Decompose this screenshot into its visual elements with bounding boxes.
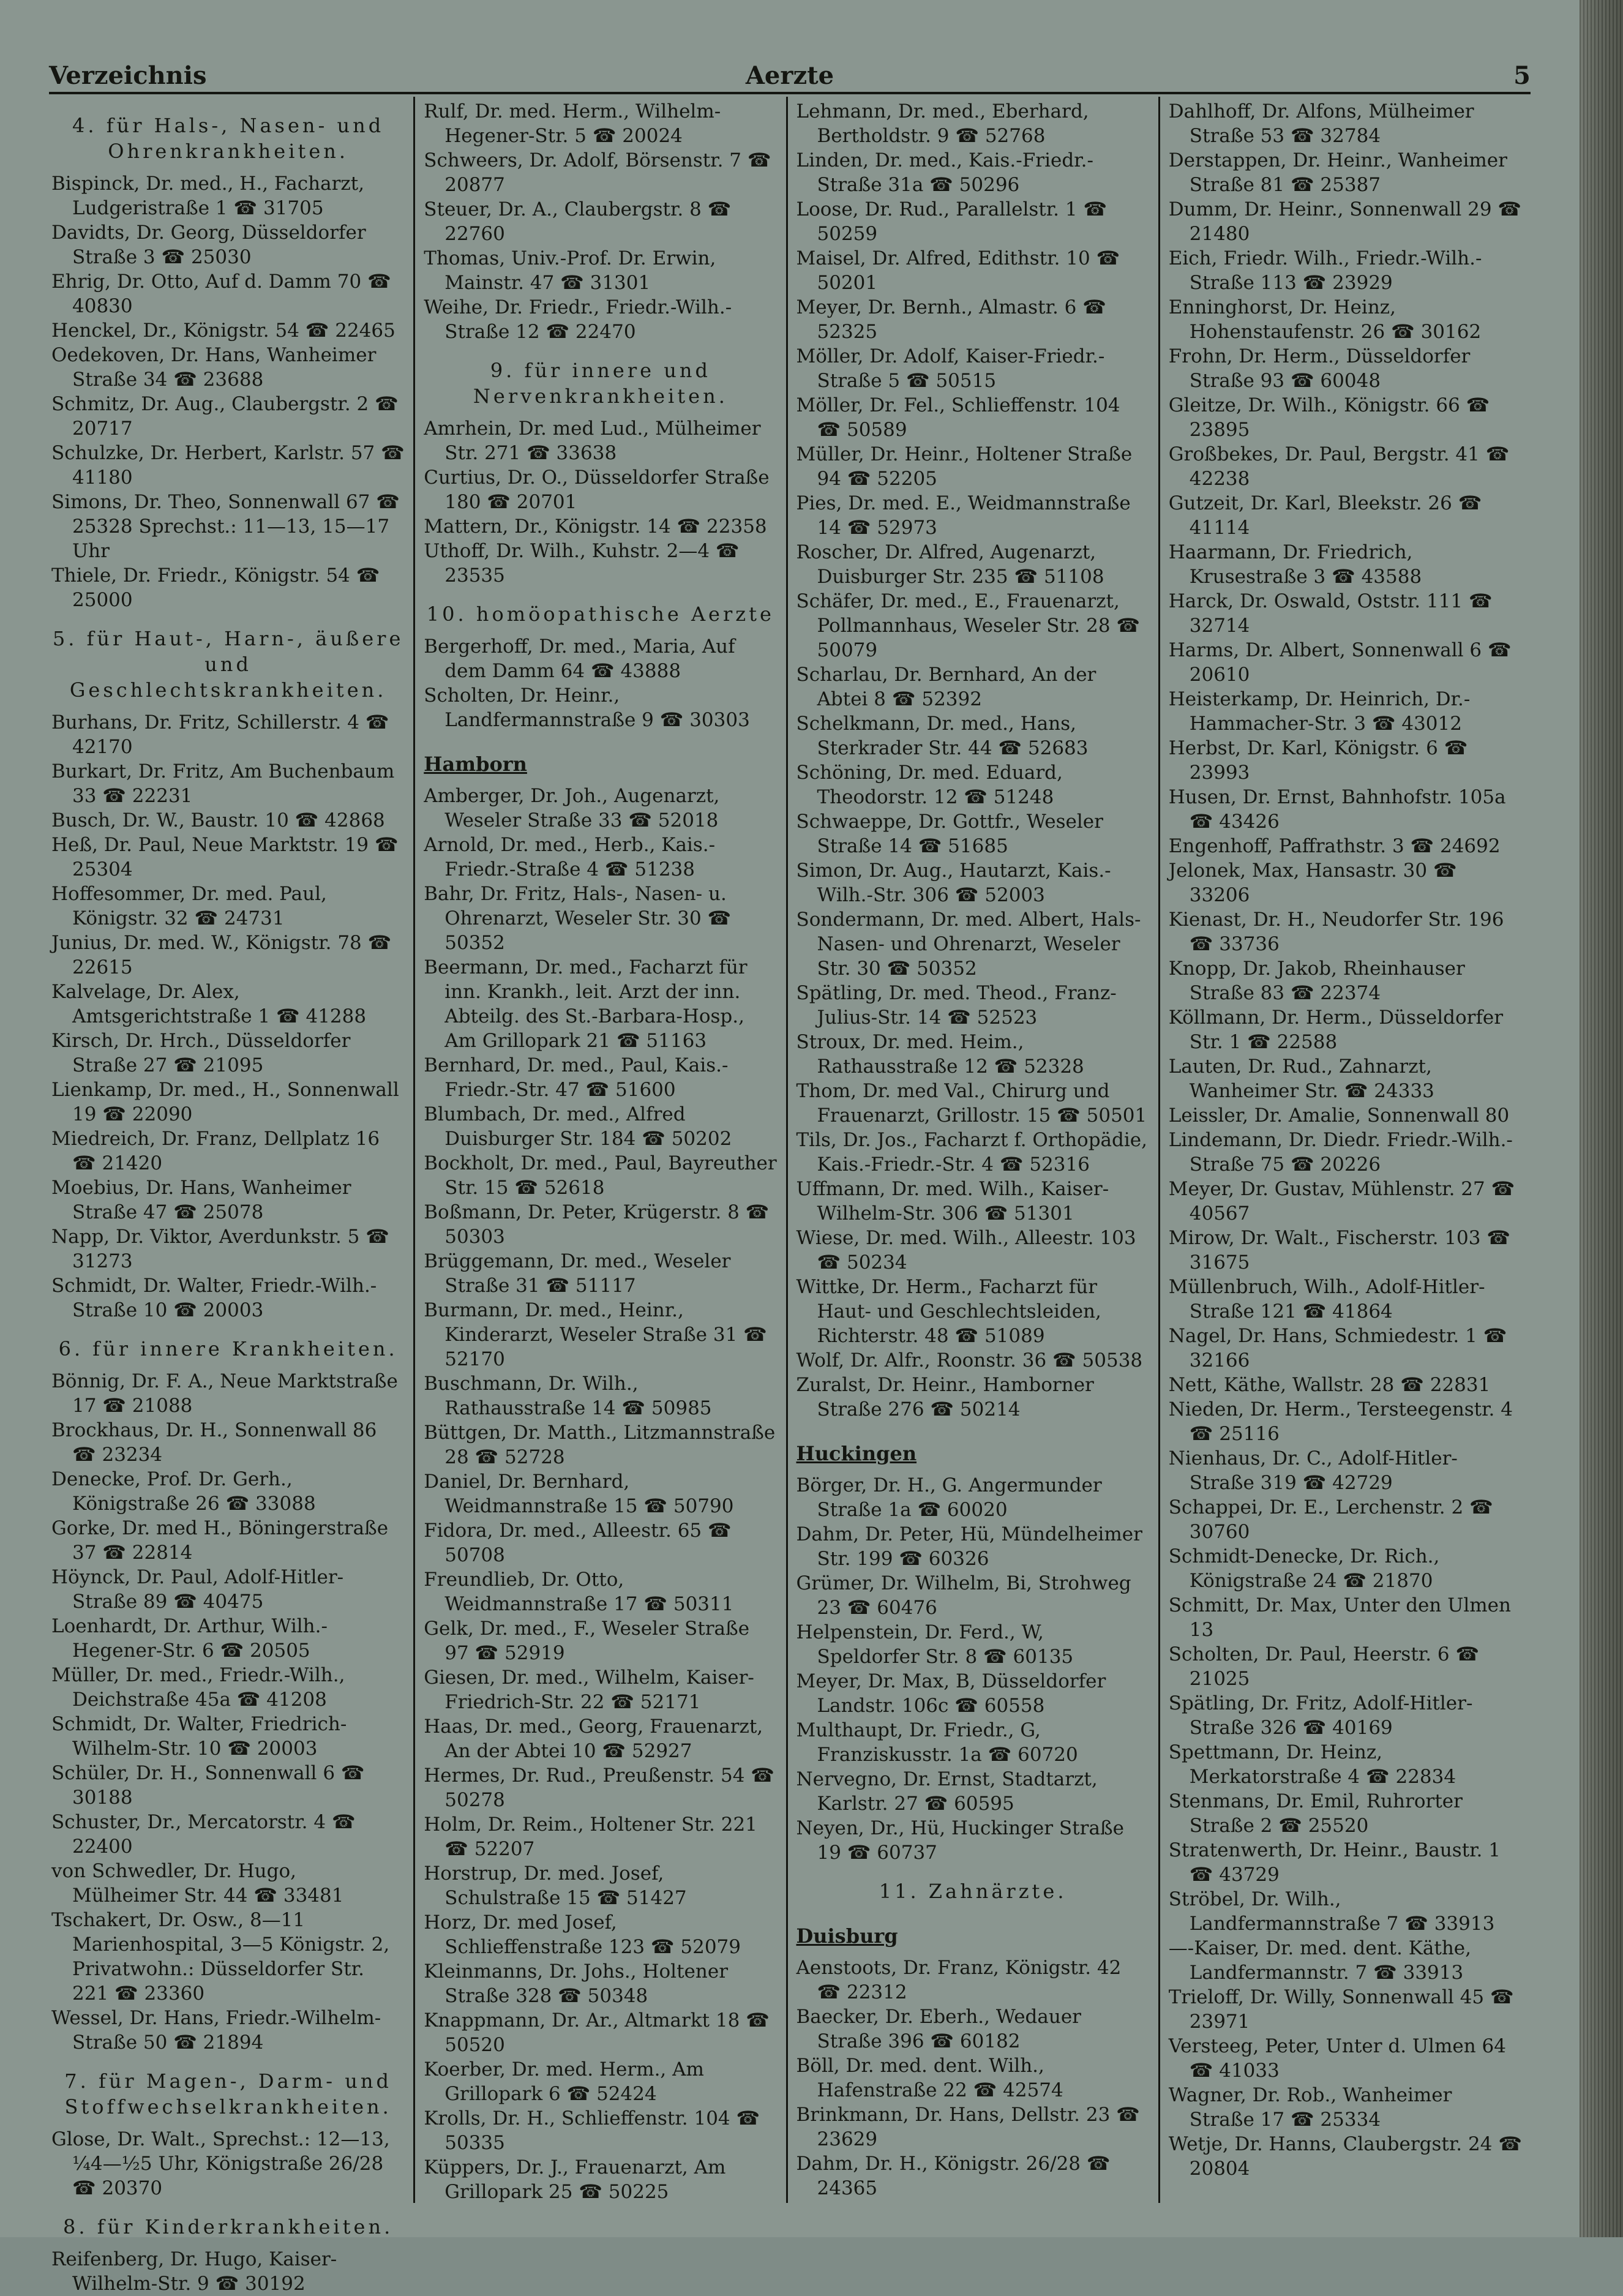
directory-entry: Aenstoots, Dr. Franz, Königstr. 42 ☎ 22312 xyxy=(796,1957,1122,2003)
directory-entry: Schmitz, Dr. Aug., Claubergstr. 2 ☎ 20717 xyxy=(51,393,399,440)
directory-entry: Brüggemann, Dr. med., Weseler Straße 31 ☎ 51117 xyxy=(424,1250,731,1297)
directory-entry: Wolf, Dr. Alfr., Roonstr. 36 ☎ 50538 xyxy=(796,1349,1143,1371)
directory-entry: Nienhaus, Dr. C., Adolf-Hitler-Straße 319 ☎ 42729 xyxy=(1168,1447,1458,1494)
directory-entry: Reifenberg, Dr. Hugo, Kaiser-Wilhelm-Str. 9 ☎ 30192 xyxy=(51,2248,337,2295)
column-3 xyxy=(786,97,1158,2203)
directory-entry: Börger, Dr. H., G. Angermunder Straße 1a ☎ 60020 xyxy=(796,1474,1102,1521)
directory-entry: Simons, Dr. Theo, Sonnenwall 67 ☎ 25328 Sprechst.: 11—13, 15—17 Uhr xyxy=(51,491,400,562)
directory-entry: Schmidt-Denecke, Dr. Rich., Königstraße 24 ☎ 21870 xyxy=(1168,1545,1440,1592)
directory-entry: Meyer, Dr. Bernh., Almastr. 6 ☎ 52325 xyxy=(796,296,1106,343)
directory-entry: Meyer, Dr. Max, B, Düsseldorfer Landstr. 106c ☎ 60558 xyxy=(796,1670,1106,1717)
directory-entry: Tschakert, Dr. Osw., 8—11 Marienhospital, 3—5 Königstr. 2, Privatwohn.: Düsseldorfer Str. 221 ☎ 23360 xyxy=(51,1909,390,2005)
directory-entry: Mirow, Dr. Walt., Fischerstr. 103 ☎ 31675 xyxy=(1168,1227,1510,1274)
directory-entry: Trieloff, Dr. Willy, Sonnenwall 45 ☎ 23971 xyxy=(1168,1986,1514,2033)
directory-entry: Schmidt, Dr. Walter, Friedrich-Wilhelm-Str. 10 ☎ 20003 xyxy=(51,1713,347,1760)
directory-entry: Thom, Dr. med Val., Chirurg und Frauenarzt, Grillostr. 15 ☎ 50501 xyxy=(796,1080,1147,1127)
directory-entry: Moebius, Dr. Hans, Wanheimer Straße 47 ☎ 25078 xyxy=(51,1177,351,1223)
directory-entry: Denecke, Prof. Dr. Gerh., Königstraße 26 ☎ 33088 xyxy=(51,1468,316,1515)
directory-entry: Burhans, Dr. Fritz, Schillerstr. 4 ☎ 42170 xyxy=(51,711,389,758)
directory-entry: Rulf, Dr. med. Herm., Wilhelm-Hegener-Str. 5 ☎ 20024 xyxy=(424,100,721,147)
directory-entry: Miedreich, Dr. Franz, Dellplatz 16 ☎ 21420 xyxy=(51,1128,380,1174)
directory-entry: Großbekes, Dr. Paul, Bergstr. 41 ☎ 42238 xyxy=(1168,443,1510,490)
directory-entry: Derstappen, Dr. Heinr., Wanheimer Straße 81 ☎ 25387 xyxy=(1168,149,1507,196)
directory-entry: Schulzke, Dr. Herbert, Karlstr. 57 ☎ 41180 xyxy=(51,442,405,489)
directory-columns xyxy=(49,97,1531,2295)
page-number: 5 xyxy=(1513,61,1531,90)
section-heading: 7. für Magen-, Darm- und Stoffwechselkrankheiten. xyxy=(64,2069,392,2118)
directory-entry: Spätling, Dr. med. Theod., Franz-Julius-Str. 14 ☎ 52523 xyxy=(796,982,1117,1029)
directory-entry: Hoffesommer, Dr. med. Paul, Königstr. 32 ☎ 24731 xyxy=(51,883,327,929)
directory-entry: Arnold, Dr. med., Herb., Kais.-Friedr.-Straße 4 ☎ 51238 xyxy=(424,834,716,880)
section-heading: 11. Zahnärzte. xyxy=(879,1880,1067,1903)
directory-entry: Burmann, Dr. med., Heinr., Kinderarzt, Weseler Straße 31 ☎ 52170 xyxy=(424,1299,767,1370)
directory-entry: Linden, Dr. med., Kais.-Friedr.-Straße 31a ☎ 50296 xyxy=(796,149,1093,196)
directory-entry: Pies, Dr. med. E., Weidmannstraße 14 ☎ 52973 xyxy=(796,492,1131,539)
directory-entry: Loenhardt, Dr. Arthur, Wilh.-Hegener-Str. 6 ☎ 20505 xyxy=(51,1615,328,1662)
directory-entry: Steuer, Dr. A., Claubergstr. 8 ☎ 22760 xyxy=(424,198,732,245)
directory-entry: Thiele, Dr. Friedr., Königstr. 54 ☎ 25000 xyxy=(51,565,380,611)
directory-entry: Mattern, Dr., Königstr. 14 ☎ 22358 xyxy=(424,516,767,538)
directory-entry: Junius, Dr. med. W., Königstr. 78 ☎ 22615 xyxy=(51,932,392,978)
section-heading: 10. homöopathische Aerzte xyxy=(426,602,774,626)
directory-entry: Loose, Dr. Rud., Parallelstr. 1 ☎ 50259 xyxy=(796,198,1108,245)
directory-entry: Stenmans, Dr. Emil, Ruhrorter Straße 2 ☎ 25520 xyxy=(1168,1790,1463,1837)
directory-entry: Burkart, Dr. Fritz, Am Buchenbaum 33 ☎ 22231 xyxy=(51,760,395,807)
directory-entry: Müller, Dr. Heinr., Holtener Straße 94 ☎ 52205 xyxy=(796,443,1133,490)
directory-entry: Haarmann, Dr. Friedrich, Krusestraße 3 ☎ 43588 xyxy=(1168,541,1422,588)
directory-entry: Horstrup, Dr. med. Josef, Schulstraße 15 ☎ 51427 xyxy=(424,1863,687,1909)
directory-entry: Uthoff, Dr. Wilh., Kuhstr. 2—4 ☎ 23535 xyxy=(424,540,740,587)
directory-entry: Krolls, Dr. H., Schlieffenstr. 104 ☎ 50335 xyxy=(424,2107,760,2154)
directory-entry: Höynck, Dr. Paul, Adolf-Hitler-Straße 89 ☎ 40475 xyxy=(51,1566,344,1613)
directory-entry: Sondermann, Dr. med. Albert, Hals- Nasen- und Ohrenarzt, Weseler Str. 30 ☎ 50352 xyxy=(796,909,1141,980)
directory-entry: Scharlau, Dr. Bernhard, An der Abtei 8 ☎ 52392 xyxy=(796,664,1096,710)
directory-entry: Giesen, Dr. med., Wilhelm, Kaiser-Friedrich-Str. 22 ☎ 52171 xyxy=(424,1667,754,1713)
column-2 xyxy=(413,97,785,2203)
directory-entry: Kirsch, Dr. Hrch., Düsseldorfer Straße 27 ☎ 21095 xyxy=(51,1030,351,1076)
directory-entry: Henckel, Dr., Königstr. 54 ☎ 22465 xyxy=(51,320,395,342)
directory-entry: Davidts, Dr. Georg, Düsseldorfer Straße 3 ☎ 25030 xyxy=(51,222,366,268)
directory-entry: Lindemann, Dr. Diedr. Friedr.-Wilh.-Straße 75 ☎ 20226 xyxy=(1168,1129,1513,1176)
directory-entry: Schweers, Dr. Adolf, Börsenstr. 7 ☎ 20877 xyxy=(424,149,771,196)
directory-entry: Gelk, Dr. med., F., Weseler Straße 97 ☎ 52919 xyxy=(424,1618,750,1664)
directory-entry: Gorke, Dr. med H., Böningerstraße 37 ☎ 22814 xyxy=(51,1517,389,1564)
directory-entry: Busch, Dr. W., Baustr. 10 ☎ 42868 xyxy=(51,809,385,831)
directory-entry: Knopp, Dr. Jakob, Rheinhauser Straße 83 ☎ 22374 xyxy=(1168,958,1465,1004)
directory-entry: Koerber, Dr. med. Herm., Am Grillopark 6 ☎ 52424 xyxy=(424,2058,704,2105)
directory-entry: Kienast, Dr. H., Neudorfer Str. 196 ☎ 33736 xyxy=(1168,909,1504,955)
directory-entry: Spätling, Dr. Fritz, Adolf-Hitler-Straße 326 ☎ 40169 xyxy=(1168,1692,1473,1739)
directory-entry: Dahlhoff, Dr. Alfons, Mülheimer Straße 53 ☎ 32784 xyxy=(1168,100,1474,147)
directory-entry: Brockhaus, Dr. H., Sonnenwall 86 ☎ 23234 xyxy=(51,1419,377,1466)
directory-entry: Harck, Dr. Oswald, Oststr. 111 ☎ 32714 xyxy=(1168,590,1493,637)
directory-entry: Baecker, Dr. Eberh., Wedauer Straße 396 ☎ 60182 xyxy=(796,2006,1081,2052)
directory-entry: Amrhein, Dr. med Lud., Mülheimer Str. 271 ☎ 33638 xyxy=(424,418,761,464)
directory-entry: Bernhard, Dr. med., Paul, Kais.-Friedr.-Str. 47 ☎ 51600 xyxy=(424,1054,729,1101)
directory-entry: Enninghorst, Dr. Heinz, Hohenstaufenstr. 26 ☎ 30162 xyxy=(1168,296,1482,343)
directory-entry: Dumm, Dr. Heinr., Sonnenwall 29 ☎ 21480 xyxy=(1168,198,1522,245)
directory-entry: Uffmann, Dr. med. Wilh., Kaiser-Wilhelm-Str. 306 ☎ 51301 xyxy=(796,1178,1109,1225)
directory-entry: Horz, Dr. med Josef, Schlieffenstraße 123 ☎ 52079 xyxy=(424,1911,741,1958)
directory-entry: Lienkamp, Dr. med., H., Sonnenwall 19 ☎ 22090 xyxy=(51,1079,399,1125)
directory-entry: Nett, Käthe, Wallstr. 28 ☎ 22831 xyxy=(1168,1374,1491,1396)
section-heading: 8. für Kinderkrankheiten. xyxy=(63,2215,394,2238)
directory-entry: Daniel, Dr. Bernhard, Weidmannstraße 15 ☎ 50790 xyxy=(424,1471,734,1517)
directory-entry: Harms, Dr. Albert, Sonnenwall 6 ☎ 20610 xyxy=(1168,639,1512,686)
directory-entry: Neyen, Dr., Hü, Huckinger Straße 19 ☎ 60737 xyxy=(796,1817,1124,1864)
directory-entry: Bönnig, Dr. F. A., Neue Marktstraße 17 ☎ 21088 xyxy=(51,1370,398,1417)
directory-entry: Buschmann, Dr. Wilh., Rathausstraße 14 ☎ 50985 xyxy=(424,1373,712,1419)
directory-entry: Möller, Dr. Fel., Schlieffenstr. 104 ☎ 50589 xyxy=(796,394,1120,441)
directory-entry: Böll, Dr. med. dent. Wilh., Hafenstraße 22 ☎ 42574 xyxy=(796,2055,1063,2101)
section-heading: 5. für Haut-, Harn-, äußere und Geschlechtskrankheiten. xyxy=(52,627,404,702)
directory-entry: Husen, Dr. Ernst, Bahnhofstr. 105a ☎ 43426 xyxy=(1168,786,1506,833)
city-heading: Duisburg xyxy=(796,1924,898,1948)
directory-entry: Schäfer, Dr. med., E., Frauenarzt, Pollmannhaus, Weseler Str. 28 ☎ 50079 xyxy=(796,590,1141,661)
directory-entry: Möller, Dr. Adolf, Kaiser-Friedr.-Straße 5 ☎ 50515 xyxy=(796,345,1105,392)
directory-entry: Kalvelage, Dr. Alex, Amtsgerichtstraße 1 ☎ 41288 xyxy=(51,981,367,1027)
directory-entry: Glose, Dr. Walt., Sprechst.: 12—13, ¼4—½5 Uhr, Königstraße 26/28 ☎ 20370 xyxy=(51,2128,390,2199)
directory-entry: Multhaupt, Dr. Friedr., G, Franziskusstr. 1a ☎ 60720 xyxy=(796,1719,1078,1766)
city-heading: Hamborn xyxy=(424,752,527,776)
directory-entry: Bispinck, Dr. med., H., Facharzt, Ludgeristraße 1 ☎ 31705 xyxy=(51,173,365,219)
directory-entry: Amberger, Dr. Joh., Augenarzt, Weseler Straße 33 ☎ 52018 xyxy=(424,785,720,831)
directory-entry: Wagner, Dr. Rob., Wanheimer Straße 17 ☎ 25334 xyxy=(1168,2084,1452,2131)
directory-entry: Knappmann, Dr. Ar., Altmarkt 18 ☎ 50520 xyxy=(424,2009,770,2056)
directory-entry: Leissler, Dr. Amalie, Sonnenwall 80 xyxy=(1168,1105,1510,1127)
directory-entry: Dahm, Dr. Peter, Hü, Mündelheimer Str. 199 ☎ 60326 xyxy=(796,1523,1142,1570)
directory-entry: Jelonek, Max, Hansastr. 30 ☎ 33206 xyxy=(1168,860,1457,906)
directory-entry: Nieden, Dr. Herm., Tersteegenstr. 4 ☎ 25116 xyxy=(1168,1398,1513,1445)
book-page-edges xyxy=(1580,0,1623,2237)
header-title: Aerzte xyxy=(745,61,834,90)
directory-entry: Schöning, Dr. med. Eduard, Theodorstr. 12 ☎ 51248 xyxy=(796,762,1063,808)
directory-entry: Wittke, Dr. Herm., Facharzt für Haut- und Geschlechtsleiden, Richterstr. 48 ☎ 51089 xyxy=(796,1276,1101,1347)
city-heading: Huckingen xyxy=(796,1442,917,1465)
directory-entry: Beermann, Dr. med., Facharzt für inn. Krankh., leit. Arzt der inn. Abteilg. des St.-Barbara-Hosp., Am Grillopark 21 ☎ 51163 xyxy=(424,956,748,1052)
directory-entry: Freundlieb, Dr. Otto, Weidmannstraße 17 ☎ 50311 xyxy=(424,1569,734,1615)
directory-entry: Curtius, Dr. O., Düsseldorfer Straße 180 ☎ 20701 xyxy=(424,467,770,513)
directory-entry: von Schwedler, Dr. Hugo, Mülheimer Str. 44 ☎ 33481 xyxy=(51,1860,344,1907)
directory-entry: Brinkmann, Dr. Hans, Dellstr. 23 ☎ 23629 xyxy=(796,2104,1140,2150)
directory-entry: Bockholt, Dr. med., Paul, Bayreuther Str. 15 ☎ 52618 xyxy=(424,1152,777,1199)
directory-entry: Schwaeppe, Dr. Gottfr., Weseler Straße 14 ☎ 51685 xyxy=(796,811,1103,857)
directory-entry: Frohn, Dr. Herm., Düsseldorfer Straße 93 ☎ 60048 xyxy=(1168,345,1471,392)
directory-entry: Fidora, Dr. med., Alleestr. 65 ☎ 50708 xyxy=(424,1520,732,1566)
directory-entry: Roscher, Dr. Alfred, Augenarzt, Duisburger Str. 235 ☎ 51108 xyxy=(796,541,1104,588)
directory-entry: Meyer, Dr. Gustav, Mühlenstr. 27 ☎ 40567 xyxy=(1168,1178,1515,1225)
directory-entry: Köllmann, Dr. Herm., Düsseldorfer Str. 1 ☎ 22588 xyxy=(1168,1007,1504,1053)
directory-entry: Gutzeit, Dr. Karl, Bleekstr. 26 ☎ 41114 xyxy=(1168,492,1482,539)
directory-entry: Wiese, Dr. med. Wilh., Alleestr. 103 ☎ 50234 xyxy=(796,1227,1136,1274)
directory-entry: Schmitt, Dr. Max, Unter den Ulmen 13 xyxy=(1168,1594,1511,1641)
directory-entry: Gleitze, Dr. Wilh., Königstr. 66 ☎ 23895 xyxy=(1168,394,1490,441)
directory-entry: Wessel, Dr. Hans, Friedr.-Wilhelm-Straße 50 ☎ 21894 xyxy=(51,2007,381,2054)
directory-entry: Büttgen, Dr. Matth., Litzmannstraße 28 ☎ 52728 xyxy=(424,1422,776,1468)
directory-entry: Grümer, Dr. Wilhelm, Bi, Strohweg 23 ☎ 60476 xyxy=(796,1572,1131,1619)
directory-entry: Kleinmanns, Dr. Johs., Holtener Straße 328 ☎ 50348 xyxy=(424,1960,729,2007)
directory-entry: Zuralst, Dr. Heinr., Hamborner Straße 276 ☎ 50214 xyxy=(796,1374,1094,1420)
directory-entry: Simon, Dr. Aug., Hautarzt, Kais.-Wilh.-Str. 306 ☎ 52003 xyxy=(796,860,1111,906)
directory-entry: Schuster, Dr., Mercatorstr. 4 ☎ 22400 xyxy=(51,1811,356,1858)
directory-entry: Ehrig, Dr. Otto, Auf d. Damm 70 ☎ 40830 xyxy=(51,271,391,317)
directory-entry: Schappei, Dr. E., Lerchenstr. 2 ☎ 30760 xyxy=(1168,1496,1493,1543)
directory-entry: Thomas, Univ.-Prof. Dr. Erwin, Mainstr. 47 ☎ 31301 xyxy=(424,247,716,294)
directory-entry: Napp, Dr. Viktor, Averdunkstr. 5 ☎ 31273 xyxy=(51,1226,389,1272)
directory-entry: Tils, Dr. Jos., Facharzt f. Orthopädie, Kais.-Friedr.-Str. 4 ☎ 52316 xyxy=(796,1129,1147,1176)
directory-entry: Küppers, Dr. J., Frauenarzt, Am Grillopark 25 ☎ 50225 xyxy=(424,2156,726,2203)
directory-entry: Lauten, Dr. Rud., Zahnarzt, Wanheimer Str. ☎ 24333 xyxy=(1168,1056,1434,1102)
header-rule xyxy=(49,92,1531,94)
directory-entry: Müllenbruch, Wilh., Adolf-Hitler-Straße 121 ☎ 41864 xyxy=(1168,1276,1485,1322)
directory-entry: Bergerhoff, Dr. med., Maria, Auf dem Damm 64 ☎ 43888 xyxy=(424,636,735,682)
directory-entry: Bahr, Dr. Fritz, Hals-, Nasen- u. Ohrenarzt, Weseler Str. 30 ☎ 50352 xyxy=(424,883,732,954)
directory-entry: Blumbach, Dr. med., Alfred Duisburger Str. 184 ☎ 50202 xyxy=(424,1103,732,1150)
section-heading: 4. für Hals-, Nasen- und Ohrenkrankheiten. xyxy=(72,114,384,163)
directory-entry: Holm, Dr. Reim., Holtener Str. 221 ☎ 52207 xyxy=(424,1814,757,1860)
directory-entry: Scholten, Dr. Heinr., Landfermannstraße 9 ☎ 30303 xyxy=(424,685,750,731)
directory-entry: Versteeg, Peter, Unter d. Ulmen 64 ☎ 41033 xyxy=(1168,2035,1506,2082)
directory-entry: Heisterkamp, Dr. Heinrich, Dr.-Hammacher-Str. 3 ☎ 43012 xyxy=(1168,688,1471,735)
directory-entry: Weihe, Dr. Friedr., Friedr.-Wilh.-Straße 12 ☎ 22470 xyxy=(424,296,732,343)
directory-entry: Schmidt, Dr. Walter, Friedr.-Wilh.-Straße 10 ☎ 20003 xyxy=(51,1275,377,1321)
directory-entry: Dahm, Dr. H., Königstr. 26/28 ☎ 24365 xyxy=(796,2153,1111,2199)
directory-entry: Stroux, Dr. med. Heim., Rathausstraße 12 ☎ 52328 xyxy=(796,1031,1084,1078)
directory-entry: Ströbel, Dr. Wilh., Landfermannstraße 7 ☎ 33913 xyxy=(1168,1888,1495,1935)
directory-entry: Wetje, Dr. Hanns, Claubergstr. 24 ☎ 20804 xyxy=(1168,2133,1522,2180)
directory-entry: Hermes, Dr. Rud., Preußenstr. 54 ☎ 50278 xyxy=(424,1765,774,1811)
directory-entry: Helpenstein, Dr. Ferd., W, Speldorfer Str. 8 ☎ 60135 xyxy=(796,1621,1074,1668)
directory-entry: Nervegno, Dr. Ernst, Stadtarzt, Karlstr. 27 ☎ 60595 xyxy=(796,1768,1098,1815)
column-4 xyxy=(1158,97,1531,2203)
directory-entry: Schüler, Dr. H., Sonnenwall 6 ☎ 30188 xyxy=(51,1762,365,1809)
directory-entry: Müller, Dr. med., Friedr.-Wilh., Deichstraße 45a ☎ 41208 xyxy=(51,1664,345,1711)
directory-entry: Boßmann, Dr. Peter, Krügerstr. 8 ☎ 50303 xyxy=(424,1201,770,1248)
column-1 xyxy=(49,97,413,2295)
directory-entry: Scholten, Dr. Paul, Heerstr. 6 ☎ 21025 xyxy=(1168,1643,1480,1690)
directory-entry: Engenhoff, Paffrathstr. 3 ☎ 24692 xyxy=(1168,835,1501,857)
header-left: Verzeichnis xyxy=(49,61,207,90)
directory-entry: Herbst, Dr. Karl, Königstr. 6 ☎ 23993 xyxy=(1168,737,1468,784)
directory-entry: Lehmann, Dr. med., Eberhard, Bertholdstr. 9 ☎ 52768 xyxy=(796,100,1089,147)
directory-entry: Maisel, Dr. Alfred, Edithstr. 10 ☎ 50201 xyxy=(796,247,1120,294)
directory-entry: Heß, Dr. Paul, Neue Marktstr. 19 ☎ 25304 xyxy=(51,834,399,880)
directory-entry: Haas, Dr. med., Georg, Frauenarzt, An der Abtei 10 ☎ 52927 xyxy=(424,1716,763,1762)
directory-entry: Oedekoven, Dr. Hans, Wanheimer Straße 34 ☎ 23688 xyxy=(51,344,377,391)
directory-entry: Spettmann, Dr. Heinz, Merkatorstraße 4 ☎ 22834 xyxy=(1168,1741,1456,1788)
directory-entry: Nagel, Dr. Hans, Schmiedestr. 1 ☎ 32166 xyxy=(1168,1325,1507,1371)
directory-entry: —-Kaiser, Dr. med. dent. Käthe, Landfermannstr. 7 ☎ 33913 xyxy=(1168,1937,1472,1984)
directory-entry: Schelkmann, Dr. med., Hans, Sterkrader Str. 44 ☎ 52683 xyxy=(796,713,1089,759)
section-heading: 6. für innere Krankheiten. xyxy=(58,1337,398,1360)
section-heading: 9. für innere und Nervenkrankheiten. xyxy=(473,359,728,408)
directory-entry: Stratenwerth, Dr. Heinr., Baustr. 1 ☎ 43729 xyxy=(1168,1839,1501,1886)
directory-entry: Eich, Friedr. Wilh., Friedr.-Wilh.-Straße 113 ☎ 23929 xyxy=(1168,247,1482,294)
